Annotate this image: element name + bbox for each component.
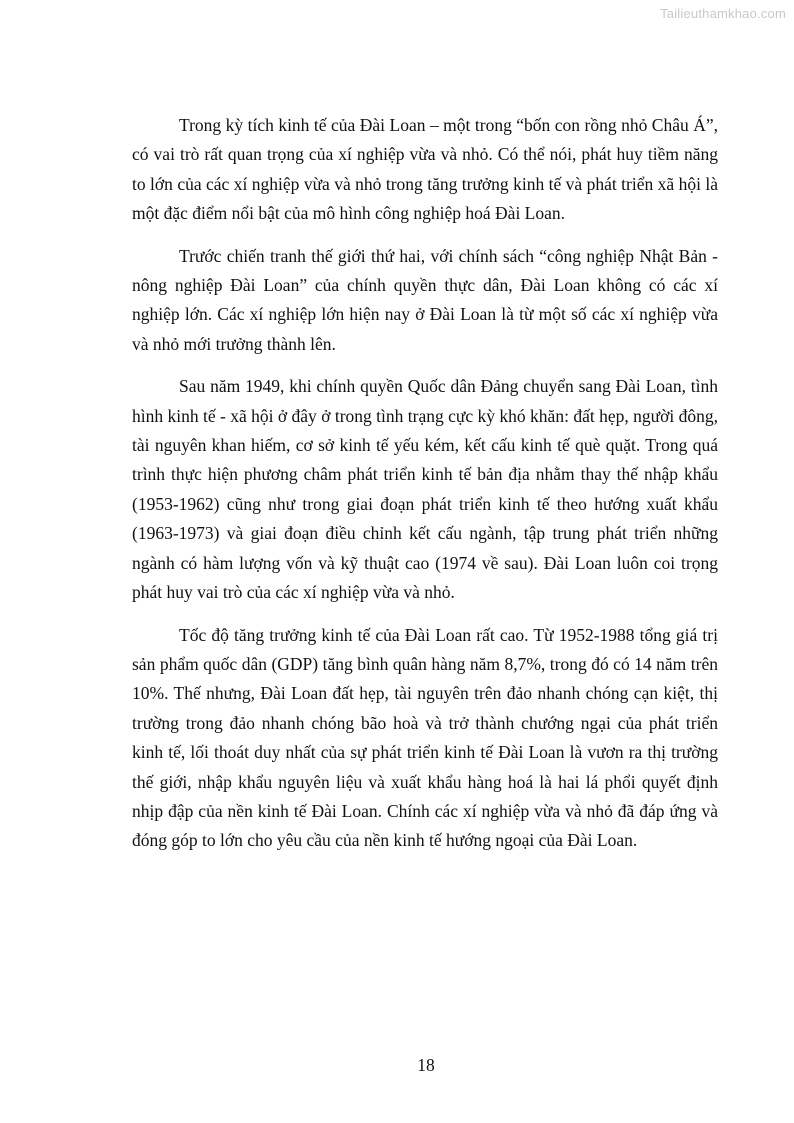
paragraph-2: Trước chiến tranh thế giới thứ hai, với chính sách “công nghiệp Nhật Bản - nông nghiệp Đài Loan” của chính quyền thực dân, Đài Loan không có các xí nghiệp lớn. Các xí nghiệp lớn hiện nay ở Đài Loan là từ một số các xí nghiệp vừa và nhỏ mới trưởng thành lên. [132, 245, 718, 354]
paragraph-4: Tốc độ tăng trưởng kinh tế của Đài Loan rất cao. Từ 1952-1988 tổng giá trị sản phẩm quốc dân (GDP) tăng bình quân hàng năm 8,7%, trong đó có 14 năm trên 10%. Thế nhưng, Đài Loan đất hẹp, tài nguyên trên đảo nhanh chóng cạn kiệt, thị trường trong đảo nhanh chóng bão hoà và trở thành chướng ngại của phát triển kinh tế, lối thoát duy nhất của sự phát triển kinh tế Đài Loan là vươn ra thị trường thế giới, nhập khẩu nguyên liệu và xuất khẩu hàng hoá là hai lá phổi quyết định nhịp đập của nền kinh tế Đài Loan. Chính các xí nghiệp vừa và nhỏ đã đáp ứng và đóng góp to lớn cho yêu cầu của nền kinh tế hướng ngoại của Đài Loan. [132, 624, 718, 851]
document-body [132, 111, 718, 869]
paragraph-1: Trong kỳ tích kinh tế của Đài Loan – một trong “bốn con rồng nhỏ Châu Á”, có vai trò rất quan trọng của xí nghiệp vừa và nhỏ. Có thể nói, phát huy tiềm năng to lớn của các xí nghiệp vừa và nhỏ trong tăng trưởng kinh tế và phát triển xã hội là một đặc điểm nổi bật của mô hình công nghiệp hoá Đài Loan. [132, 115, 718, 224]
watermark: Tailieuthamkhao.com [660, 6, 786, 21]
paragraph-3: Sau năm 1949, khi chính quyền Quốc dân Đảng chuyển sang Đài Loan, tình hình kinh tế - xã hội ở đây ở trong tình trạng cực kỳ khó khăn: đất hẹp, người đông, tài nguyên khan hiếm, cơ sở kinh tế yếu kém, kết cấu kinh tế què quặt. Trong quá trình thực hiện phương châm phát triển kinh tế bản địa nhằm thay thế nhập khẩu (1953-1962) cũng như trong giai đoạn phát triển kinh tế theo hướng xuất khẩu (1963-1973) và giai đoạn điều chỉnh kết cấu ngành, tập trung phát triển những ngành có hàm lượng vốn và kỹ thuật cao (1974 về sau). Đài Loan luôn coi trọng phát huy vai trò của các xí nghiệp vừa và nhỏ. [132, 376, 718, 603]
page-number: 18 [417, 1055, 435, 1075]
